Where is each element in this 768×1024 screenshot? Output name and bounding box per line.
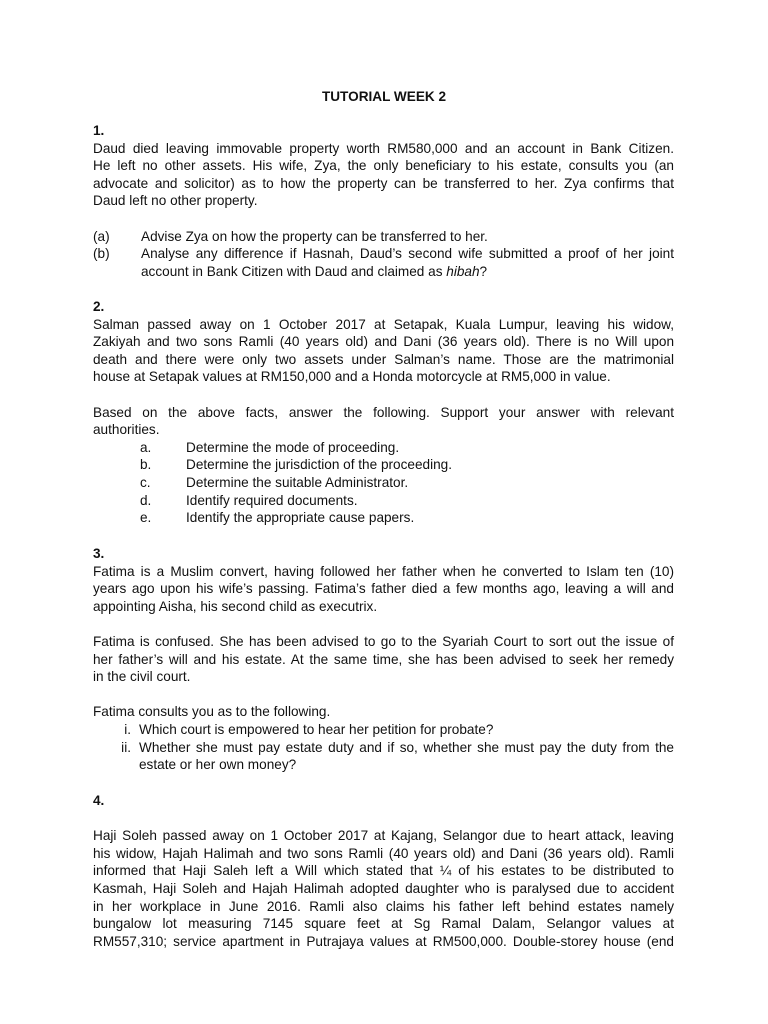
question-3: [93, 545, 674, 774]
item-text: Which court is empowered to hear her petition for probate?: [139, 721, 494, 737]
paragraph-line: years ago upon his wife’s passing. Fatima’s father died a few months ago, leaving a will and: [93, 581, 674, 597]
paragraph-line: Daud left no other property.: [93, 193, 258, 209]
list-item: [140, 492, 674, 510]
question-1: [93, 122, 674, 280]
paragraph-line: informed that Haji Saleh left a Will which stated that ¼ of his estates to be distributed to: [93, 863, 674, 879]
item-text: Identify the appropriate cause papers.: [186, 510, 415, 526]
item-label: ii.: [121, 739, 131, 755]
list-item: [93, 245, 674, 280]
hibah-term: hibah: [446, 263, 480, 279]
question-number: 2.: [93, 299, 105, 314]
item-text-line-2: estate or her own money?: [139, 757, 297, 773]
item-text: Determine the jurisdiction of the proceeding.: [186, 457, 452, 473]
item-label: (b): [93, 246, 110, 262]
item-label: e.: [140, 510, 152, 526]
paragraph-line: Based on the above facts, answer the following. Support your answer with relevant: [93, 404, 674, 420]
question-2: [93, 298, 674, 527]
paragraph-line: her father’s will and his estate. At the same time, she has been advised to seek her remedy: [93, 651, 674, 667]
question-number: 1.: [93, 123, 105, 138]
item-text: Whether she must pay estate duty and if so, whether she must pay the duty from the: [139, 739, 674, 755]
list-item: [140, 456, 674, 474]
paragraph-line: Haji Soleh passed away on 1 October 2017 at Kajang, Selangor due to heart attack, leaving: [93, 828, 674, 844]
paragraph-line: in her workplace in June 2016. Ramli also claims his father left behind estates namely: [93, 898, 674, 914]
item-text: Determine the mode of proceeding.: [186, 439, 400, 455]
list-item: [140, 439, 674, 457]
paragraph-line: Fatima is a Muslim convert, having followed her father when he converted to Islam ten (10): [93, 563, 674, 579]
item-text: Determine the suitable Administrator.: [186, 474, 409, 490]
question-number: 4.: [93, 793, 105, 808]
paragraph-line: in the civil court.: [93, 669, 191, 685]
page-title: TUTORIAL WEEK 2: [321, 89, 447, 104]
item-text-line-2: account in Bank Citizen with Daud and claimed as hibah?: [141, 263, 488, 279]
item-text: Advise Zya on how the property can be transferred to her.: [141, 228, 488, 244]
paragraph-line: advocate and solicitor) as to how the property can be transferred to her. Zya confirms that: [93, 175, 674, 191]
item-text: Identify required documents.: [186, 492, 358, 508]
item-label: d.: [140, 492, 152, 508]
paragraph-line: his widow, Hajah Halimah and two sons Ramli (40 years old) and Dani (36 years old). Ramli: [93, 845, 674, 861]
item-label: b.: [140, 457, 152, 473]
paragraph-line: Salman passed away on 1 October 2017 at Setapak, Kuala Lumpur, leaving his widow,: [93, 316, 674, 332]
list-item: [93, 228, 674, 246]
item-text: Analyse any difference if Hasnah, Daud’s second wife submitted a proof of her joint: [141, 246, 674, 262]
paragraph-line: house at Setapak values at RM150,000 and a Honda motorcycle at RM5,000 in value.: [93, 369, 611, 385]
question-4: [93, 792, 674, 950]
paragraph-line: Fatima is confused. She has been advised to go to the Syariah Court to sort out the issue of: [93, 633, 674, 649]
paragraph-line: Zakiyah and two sons Ramli (40 years old) and Dani (36 years old). There is no Will upon: [93, 334, 674, 350]
paragraph-line: He left no other assets. His wife, Zya, the only beneficiary to his estate, consults you (an: [93, 158, 674, 174]
list-item: [140, 509, 674, 527]
paragraph-line: bungalow lot measuring 7145 square feet at Sg Ramal Dalam, Selangor values at: [93, 916, 674, 932]
paragraph-line: Fatima consults you as to the following.: [93, 704, 331, 720]
paragraph-line: authorities.: [93, 422, 160, 438]
paragraph-line: death and there were only two assets under Salman’s name. Those are the matrimonial: [93, 351, 674, 367]
item-label: c.: [140, 474, 151, 490]
paragraph-line: appointing Aisha, his second child as executrix.: [93, 598, 378, 614]
item-label: i.: [124, 721, 131, 737]
list-item: [93, 721, 674, 739]
item-label: (a): [93, 228, 110, 244]
paragraph-line: RM557,310; service apartment in Putrajaya values at RM500,000. Double-storey house (end: [93, 933, 674, 949]
item-label: a.: [140, 439, 152, 455]
question-number: 3.: [93, 546, 105, 561]
paragraph-line: Kasmah, Haji Soleh and Hajah Halimah adopted daughter who is paralysed due to accident: [93, 880, 674, 896]
paragraph-line: Daud died leaving immovable property worth RM580,000 and an account in Bank Citizen.: [93, 140, 674, 156]
list-item: [140, 474, 674, 492]
list-item: [93, 739, 674, 774]
